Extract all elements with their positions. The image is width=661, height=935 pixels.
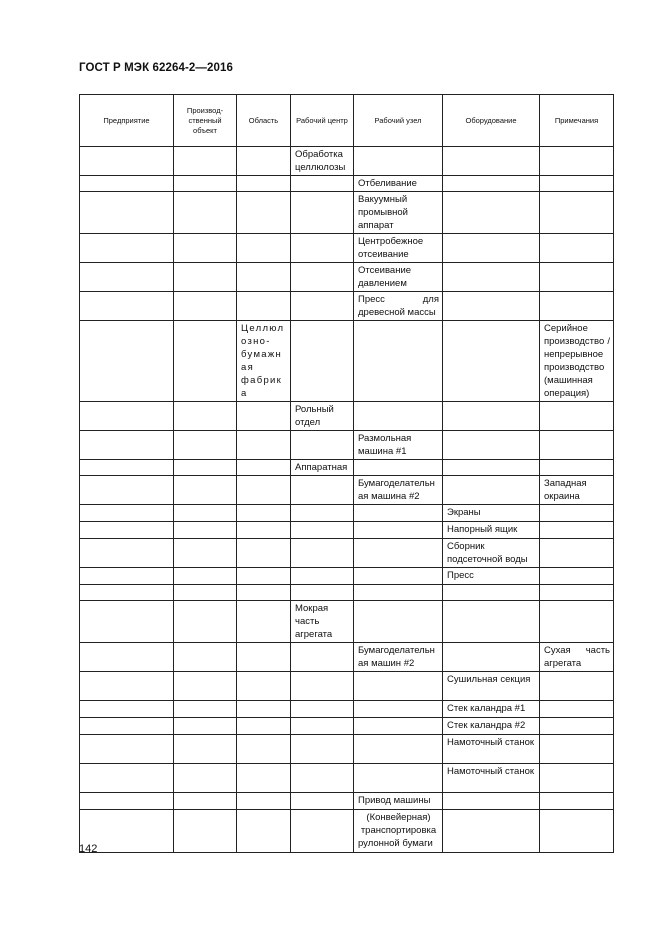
cell-work-unit	[354, 735, 443, 764]
cell-notes	[540, 672, 614, 701]
cell-area	[237, 793, 291, 810]
table-row	[80, 735, 614, 764]
cell-area	[237, 476, 291, 505]
page-header: ГОСТ Р МЭК 62264-2—2016	[79, 62, 233, 74]
cell-enterprise	[80, 292, 174, 321]
cell-notes	[540, 460, 614, 476]
cell-notes	[540, 176, 614, 192]
cell-equipment	[443, 643, 540, 672]
cell-work-center	[291, 522, 354, 539]
cell-work-unit: Размольная машина #1	[354, 431, 443, 460]
cell-notes	[540, 793, 614, 810]
cell-site	[174, 568, 237, 585]
cell-site	[174, 263, 237, 292]
cell-area	[237, 764, 291, 793]
cell-enterprise	[80, 460, 174, 476]
cell-notes	[540, 601, 614, 643]
cell-site	[174, 476, 237, 505]
cell-enterprise	[80, 505, 174, 522]
cell-notes	[540, 263, 614, 292]
cell-notes	[540, 568, 614, 585]
cell-area	[237, 735, 291, 764]
cell-notes	[540, 718, 614, 735]
table-row	[80, 643, 614, 672]
cell-work-center: Мокрая часть агрегата	[291, 601, 354, 643]
cell-equipment	[443, 793, 540, 810]
table-row	[80, 476, 614, 505]
cell-equipment: Сборник подсеточной воды	[443, 539, 540, 568]
cell-site	[174, 505, 237, 522]
cell-enterprise	[80, 147, 174, 176]
cell-notes	[540, 764, 614, 793]
cell-work-center	[291, 735, 354, 764]
cell-work-unit	[354, 585, 443, 601]
cell-enterprise	[80, 431, 174, 460]
table-row	[80, 718, 614, 735]
cell-area	[237, 701, 291, 718]
cell-area	[237, 522, 291, 539]
cell-notes	[540, 292, 614, 321]
cell-site	[174, 793, 237, 810]
cell-equipment: Стек каландра #1	[443, 701, 540, 718]
table-row	[80, 460, 614, 476]
cell-site	[174, 643, 237, 672]
cell-enterprise	[80, 321, 174, 402]
cell-enterprise	[80, 402, 174, 431]
cell-site	[174, 321, 237, 402]
cell-work-center	[291, 321, 354, 402]
cell-work-unit: Отсеивание давлением	[354, 263, 443, 292]
cell-work-unit: Отбеливание	[354, 176, 443, 192]
cell-equipment	[443, 321, 540, 402]
cell-equipment	[443, 292, 540, 321]
cell-area	[237, 263, 291, 292]
cell-site	[174, 147, 237, 176]
cell-equipment	[443, 810, 540, 853]
cell-enterprise	[80, 701, 174, 718]
cell-enterprise	[80, 476, 174, 505]
table-row	[80, 672, 614, 701]
cell-work-center: Рольный отдел	[291, 402, 354, 431]
cell-notes	[540, 701, 614, 718]
cell-equipment: Намоточный станок	[443, 735, 540, 764]
cell-site	[174, 735, 237, 764]
cell-enterprise	[80, 764, 174, 793]
cell-work-center	[291, 505, 354, 522]
page-number: 142	[79, 843, 98, 855]
cell-equipment: Намоточный станок	[443, 764, 540, 793]
cell-area	[237, 718, 291, 735]
table-row	[80, 601, 614, 643]
cell-work-center: Аппаратная	[291, 460, 354, 476]
cell-notes	[540, 505, 614, 522]
cell-site	[174, 292, 237, 321]
cell-notes	[540, 192, 614, 234]
cell-notes: Сухая часть агрегата	[540, 643, 614, 672]
cell-equipment: Экраны	[443, 505, 540, 522]
cell-area	[237, 234, 291, 263]
cell-work-center	[291, 764, 354, 793]
cell-enterprise	[80, 176, 174, 192]
cell-work-unit	[354, 764, 443, 793]
cell-site	[174, 402, 237, 431]
cell-work-unit	[354, 568, 443, 585]
cell-equipment: Напорный ящик	[443, 522, 540, 539]
cell-enterprise	[80, 234, 174, 263]
cell-work-center: Обработка целлюлозы	[291, 147, 354, 176]
cell-work-unit	[354, 701, 443, 718]
cell-notes	[540, 431, 614, 460]
cell-area	[237, 585, 291, 601]
cell-area	[237, 176, 291, 192]
cell-area	[237, 643, 291, 672]
col-header-enterprise: Предприятие	[80, 95, 174, 147]
col-header-site: Производ-ственный объект	[174, 95, 237, 147]
cell-site	[174, 192, 237, 234]
cell-notes	[540, 585, 614, 601]
cell-enterprise	[80, 585, 174, 601]
table-row	[80, 585, 614, 601]
cell-work-unit	[354, 147, 443, 176]
cell-work-unit	[354, 402, 443, 431]
equipment-hierarchy-table	[79, 94, 614, 853]
cell-work-center	[291, 585, 354, 601]
cell-equipment	[443, 601, 540, 643]
cell-equipment	[443, 431, 540, 460]
cell-work-unit	[354, 601, 443, 643]
cell-area	[237, 147, 291, 176]
cell-area	[237, 192, 291, 234]
table-row	[80, 147, 614, 176]
col-header-notes: Примечания	[540, 95, 614, 147]
cell-work-unit: (Конвейерная) транспортировка рулонной бумаги	[354, 810, 443, 853]
table-row	[80, 321, 614, 402]
cell-area	[237, 431, 291, 460]
cell-site	[174, 601, 237, 643]
cell-site	[174, 539, 237, 568]
cell-work-unit	[354, 321, 443, 402]
cell-site	[174, 701, 237, 718]
table-row	[80, 539, 614, 568]
cell-work-center	[291, 672, 354, 701]
cell-enterprise	[80, 601, 174, 643]
table-row	[80, 402, 614, 431]
cell-work-center	[291, 701, 354, 718]
cell-area	[237, 460, 291, 476]
cell-equipment	[443, 402, 540, 431]
cell-enterprise	[80, 793, 174, 810]
cell-work-unit	[354, 672, 443, 701]
cell-work-center	[291, 793, 354, 810]
col-header-work-center: Рабочий центр	[291, 95, 354, 147]
cell-enterprise	[80, 643, 174, 672]
cell-equipment	[443, 192, 540, 234]
cell-enterprise	[80, 539, 174, 568]
cell-work-unit: Привод машины	[354, 793, 443, 810]
cell-enterprise	[80, 263, 174, 292]
table-row	[80, 701, 614, 718]
table-row	[80, 505, 614, 522]
cell-notes	[540, 147, 614, 176]
table-row	[80, 568, 614, 585]
cell-work-center	[291, 568, 354, 585]
table-header-row	[80, 95, 614, 147]
cell-site	[174, 810, 237, 853]
cell-site	[174, 672, 237, 701]
table-row	[80, 234, 614, 263]
cell-work-center	[291, 539, 354, 568]
cell-work-unit: Центробежное отсеивание	[354, 234, 443, 263]
cell-site	[174, 522, 237, 539]
cell-site	[174, 585, 237, 601]
cell-notes	[540, 539, 614, 568]
cell-equipment: Сушильная секция	[443, 672, 540, 701]
cell-equipment	[443, 585, 540, 601]
cell-equipment	[443, 234, 540, 263]
cell-work-center	[291, 810, 354, 853]
cell-notes	[540, 810, 614, 853]
cell-work-unit	[354, 718, 443, 735]
cell-area	[237, 672, 291, 701]
cell-site	[174, 431, 237, 460]
cell-area	[237, 539, 291, 568]
cell-notes	[540, 735, 614, 764]
cell-work-unit: Бумагоделательная машина #2	[354, 476, 443, 505]
table-row	[80, 810, 614, 853]
cell-work-unit	[354, 460, 443, 476]
cell-site	[174, 234, 237, 263]
table-row	[80, 292, 614, 321]
cell-work-center	[291, 192, 354, 234]
table-row	[80, 431, 614, 460]
cell-area	[237, 505, 291, 522]
cell-notes: Западная окраина	[540, 476, 614, 505]
cell-work-unit	[354, 505, 443, 522]
cell-site	[174, 764, 237, 793]
cell-work-unit	[354, 522, 443, 539]
cell-enterprise	[80, 568, 174, 585]
cell-work-unit: Вакуумный промывной аппарат	[354, 192, 443, 234]
cell-work-center	[291, 263, 354, 292]
col-header-equipment: Оборудование	[443, 95, 540, 147]
cell-enterprise	[80, 735, 174, 764]
table-row	[80, 793, 614, 810]
cell-enterprise	[80, 718, 174, 735]
cell-area	[237, 292, 291, 321]
table-row	[80, 176, 614, 192]
cell-work-center	[291, 292, 354, 321]
cell-notes	[540, 402, 614, 431]
col-header-area: Область	[237, 95, 291, 147]
cell-work-unit: Бумагоделательная машин #2	[354, 643, 443, 672]
cell-site	[174, 460, 237, 476]
cell-work-unit	[354, 539, 443, 568]
cell-notes: Серийное производство / непрерывное производство (машинная операция)	[540, 321, 614, 402]
cell-enterprise	[80, 192, 174, 234]
cell-equipment	[443, 147, 540, 176]
cell-work-center	[291, 431, 354, 460]
cell-area	[237, 402, 291, 431]
cell-work-center	[291, 234, 354, 263]
cell-notes	[540, 522, 614, 539]
cell-site	[174, 718, 237, 735]
table-row	[80, 522, 614, 539]
cell-area	[237, 568, 291, 585]
table-row	[80, 263, 614, 292]
cell-work-center	[291, 643, 354, 672]
cell-area	[237, 601, 291, 643]
cell-work-center	[291, 176, 354, 192]
cell-enterprise	[80, 672, 174, 701]
cell-area	[237, 810, 291, 853]
cell-area: Целлюлозно-бумажная фабрика	[237, 321, 291, 402]
col-header-work-unit: Рабочий узел	[354, 95, 443, 147]
cell-equipment	[443, 263, 540, 292]
cell-work-unit: Пресс для древесной массы	[354, 292, 443, 321]
table-row	[80, 192, 614, 234]
cell-enterprise	[80, 522, 174, 539]
cell-equipment	[443, 476, 540, 505]
cell-equipment	[443, 460, 540, 476]
cell-equipment: Стек каландра #2	[443, 718, 540, 735]
cell-equipment: Пресс	[443, 568, 540, 585]
cell-site	[174, 176, 237, 192]
cell-work-center	[291, 476, 354, 505]
cell-equipment	[443, 176, 540, 192]
cell-notes	[540, 234, 614, 263]
table-row	[80, 764, 614, 793]
cell-work-center	[291, 718, 354, 735]
